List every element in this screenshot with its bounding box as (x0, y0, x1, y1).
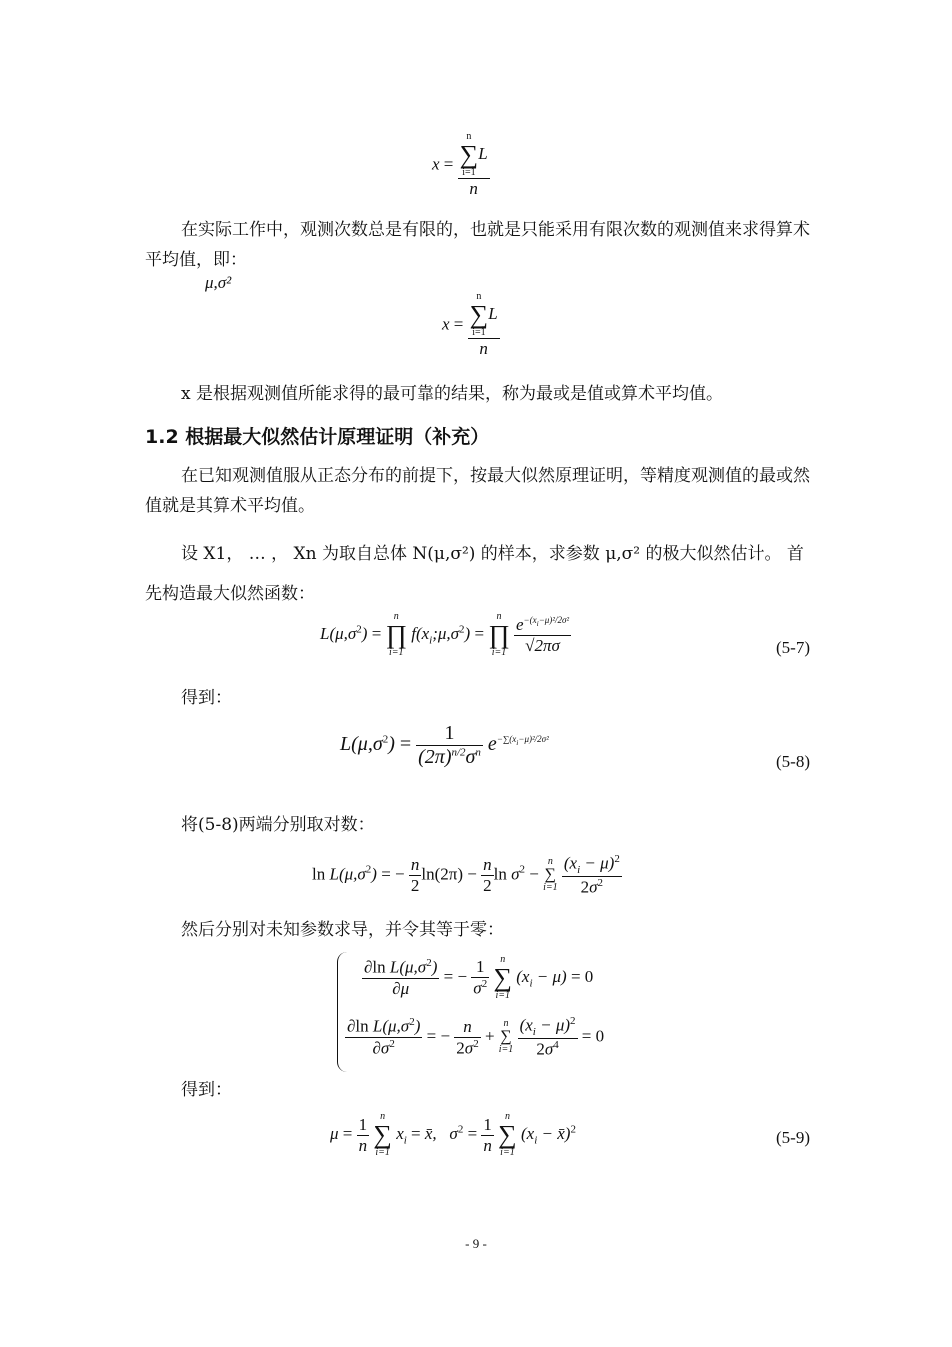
paragraph-limited-observations: 在实际工作中，观测次数总是有限的，也就是只能采用有限次数的观测值来求得算术平均值，即： (145, 220, 810, 270)
stray-symbol: μ,σ² (205, 273, 232, 292)
equation-likelihood-simplified: $L(\mu,\sigma^2)$ = $\frac{1}{(2\pi)^{n/2}\sigma^n}$ $e^{-\sum(x_i-\mu)^2/2\sigma^2}$ (340, 722, 549, 768)
paragraph-premise: 在已知观测值服从正态分布的前提下，按最大似然原理证明，等精度观测值的最或然值就是其算术平均值。 (145, 466, 810, 516)
equation-partial-mu: $\frac{\partial\ln L(\mu,\sigma^2)}{\partial\mu}$ = − $\frac{1}{\sigma^2}$ n ∑ i=1 $(x_i - \mu) = 0$ (364, 954, 594, 1001)
equation-number-5-9: (5-9) (776, 1128, 810, 1147)
paragraph-obtain-1: 得到： (181, 688, 232, 708)
paragraph-sample: 设 X1， … ， Xn 为取自总体 N(μ,σ²) 的样本，求参数 μ,σ² 的极大似然估计。 首先构造最大似然函数： (145, 544, 804, 604)
equation-likelihood: $L(\mu,\sigma^2)$ = n ∏ i=1 $f(x_i;\mu,\sigma^2)$ = n ∏ i=1 $\frac{e^{-(x_i-\mu)^2/2\sigma^2}}{√2\pi\sigma}$ (320, 611, 570, 658)
equation-number-5-7: (5-7) (776, 638, 810, 657)
paragraph-take-log: 将(5-8)两端分别取对数： (181, 815, 375, 835)
equation-mean-2: x = n ∑ i=1 L n (442, 291, 498, 358)
page-number: - 9 - (465, 1236, 487, 1251)
equation-log-likelihood: $\ln L(\mu,\sigma^2)$ = − $\frac{n}{2}$ ln(2π) − $\frac{n}{2}$ $\ln \sigma^2$ − n ∑ i=1 $\frac{(x_i - \mu)^2}{2\sigma^2}$ (312, 853, 620, 897)
equation-estimates: μ = $\frac{1}{n}$ n ∑ i=1 $x_i$ = x̄, $\sigma^2$ = $\frac{1}{n}$ n ∑ i=1 ($x_i$ − x̄)$^2$ (330, 1111, 576, 1158)
paragraph-derivative: 然后分别对未知参数求导，并令其等于零： (181, 920, 504, 940)
equation-partial-sigma: $\frac{\partial\ln L(\mu,\sigma^2)}{\partial\sigma^2}$ = − $\frac{n}{2\sigma^2}$ + n ∑ i=1 $\frac{(x_i - \mu)^2}{2\sigma^4}$ = 0 (347, 1015, 605, 1059)
paragraph-most-reliable: x 是根据观测值所能求得的最可靠的结果，称为最或是值或算术平均值。 (181, 384, 723, 404)
equation-number-5-8: (5-8) (776, 752, 810, 771)
paragraph-obtain-2: 得到： (181, 1080, 232, 1100)
equation-mean-1: x = n ∑ i=1 L n (432, 131, 488, 198)
section-heading: 1.2 根据最大似然估计原理证明（补充） (145, 426, 490, 448)
